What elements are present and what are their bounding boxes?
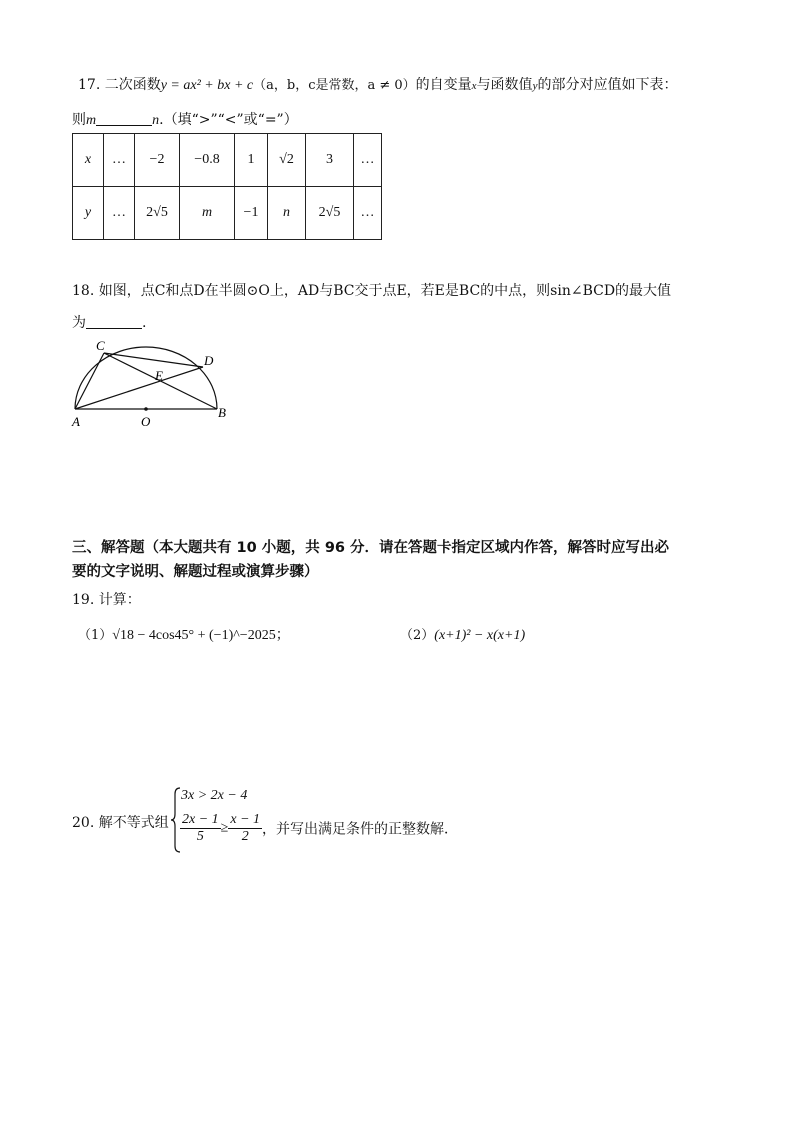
q20-number-prefix	[72, 812, 169, 832]
q18-number: 18.	[72, 283, 95, 299]
table-cell: x	[73, 134, 104, 187]
q17-line2	[72, 109, 298, 129]
q19-title: 计算：	[98, 592, 141, 608]
table-cell: −1	[235, 187, 268, 240]
table-cell: 2√5	[135, 187, 180, 240]
q17-var-x: x	[471, 80, 477, 92]
label-d: D	[204, 353, 214, 368]
q17-answer-blank[interactable]	[96, 111, 152, 126]
section3-heading-line1: 三、解答题（本大题共有 10 小题，共 96 分．请在答题卡指定区域内作答，解答时应写出必	[72, 540, 670, 556]
q18-line1	[72, 280, 671, 300]
q20-ineq1: 3x > 2x − 4	[181, 788, 248, 803]
table-cell: m	[180, 187, 235, 240]
q20-prefix: 解不等式组	[98, 815, 169, 831]
table-cell: 1	[235, 134, 268, 187]
q19-part2-label: （2）	[400, 628, 435, 643]
semicircle-arc	[75, 347, 217, 409]
q20-right-denominator: 2	[241, 829, 249, 844]
table-cell: −2	[135, 134, 180, 187]
q17-line1	[78, 74, 677, 94]
q18-text: 如图，点C和点D在半圆⊙O上，AD与BC交于点E，若E是BC的中点，则sin∠BCD的最大值	[98, 283, 672, 299]
q17-rest: 的自变量	[415, 77, 472, 93]
q18-line2-end: .	[142, 315, 147, 331]
q17-params: （a，b，c是常数，a ≠ 0）	[253, 78, 416, 93]
table-row-x	[73, 134, 382, 187]
table-row-y	[73, 187, 382, 240]
q20-left-fraction	[180, 812, 221, 845]
q20-left-denominator: 5	[196, 829, 204, 844]
table-cell: 2√5	[306, 187, 354, 240]
q19-part1-label: （1）	[78, 628, 113, 643]
q20-right-numerator: x − 1	[230, 812, 261, 827]
q20-number: 20.	[72, 815, 95, 831]
label-b: B	[218, 405, 226, 420]
q20-suffix: ，并写出满足条件的正整数解．	[262, 821, 459, 838]
q17-line2-pre: 则	[72, 112, 86, 128]
q19-part1	[78, 624, 290, 644]
q17-n: n	[152, 113, 160, 128]
q19-part2	[400, 624, 525, 644]
q17-var-y: y	[532, 80, 538, 92]
q19-part1-expr: √18 − 4cos45° + (−1)^−2025；	[112, 628, 290, 643]
q18-figure	[66, 336, 236, 432]
q18-answer-blank[interactable]	[86, 314, 142, 329]
q19-title-line	[72, 589, 141, 609]
q19-number: 19.	[72, 592, 95, 608]
q17-func: y = ax² + bx + c	[160, 78, 254, 93]
segment-ad	[75, 367, 203, 409]
q17-rest2: 与函数值	[476, 77, 533, 93]
label-c: C	[96, 338, 105, 353]
table-cell: …	[354, 134, 382, 187]
q17-rest3: 的部分对应值如下表：	[537, 77, 678, 93]
q18-line2	[72, 312, 146, 332]
table-cell: n	[268, 187, 306, 240]
table-cell: √2	[268, 134, 306, 187]
table-cell: y	[73, 187, 104, 240]
q18-line2-pre: 为	[72, 315, 86, 331]
table-cell: 3	[306, 134, 354, 187]
q20-right-fraction	[228, 812, 262, 845]
label-a: A	[72, 414, 80, 429]
q17-number: 17.	[78, 77, 101, 93]
q17-intro: 二次函数	[104, 77, 161, 93]
q20-left-numerator: 2x − 1	[182, 812, 219, 827]
table-cell: …	[104, 187, 135, 240]
table-cell: …	[354, 187, 382, 240]
q17-line2-post: .（填“>”“<”或“=”）	[159, 112, 298, 128]
q19-part2-expr: (x+1)² − x(x+1)	[434, 628, 526, 643]
section3-heading-line2: 要的文字说明、解题过程或演算步骤）	[72, 564, 319, 580]
q20-ineq2	[180, 812, 458, 845]
table-cell: …	[104, 134, 135, 187]
label-e: E	[155, 368, 163, 383]
label-o: O	[141, 414, 151, 429]
q17-value-table	[72, 133, 382, 240]
q20-relation: ≥	[220, 820, 229, 836]
table-cell: −0.8	[180, 134, 235, 187]
q17-m: m	[86, 113, 97, 128]
center-dot	[144, 407, 148, 411]
